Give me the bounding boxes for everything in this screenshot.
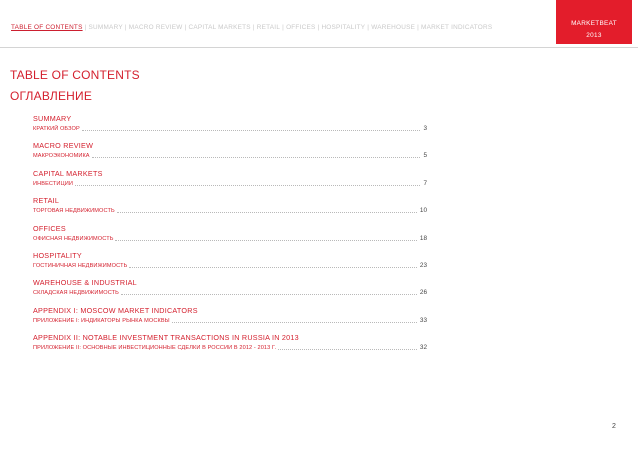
toc-subheading: ОФИСНАЯ НЕДВИЖИМОСТЬ	[33, 235, 114, 242]
toc-subheading: ИНВЕСТИЦИИ	[33, 180, 73, 187]
nav-item-macro-review[interactable]: MACRO REVIEW	[128, 24, 183, 31]
toc-page-number: 18	[419, 234, 427, 242]
nav-item-market-indicators[interactable]: MARKET INDICATORS	[421, 24, 493, 31]
toc-entry-retail[interactable]	[33, 196, 427, 223]
toc-page-number: 7	[423, 179, 427, 187]
top-navigation	[11, 24, 551, 31]
toc-heading: CAPITAL MARKETS	[33, 168, 103, 178]
nav-separator: |	[417, 24, 420, 31]
toc-page-number: 26	[419, 289, 427, 297]
dot-leader	[75, 185, 420, 186]
dot-leader	[82, 130, 421, 131]
dot-leader	[115, 240, 416, 241]
toc-heading: APPENDIX I: MOSCOW MARKET INDICATORS	[33, 305, 198, 315]
toc-heading: SUMMARY	[33, 114, 72, 123]
toc-entry-warehouse-industrial[interactable]	[33, 278, 427, 305]
toc-subheading: ГОСТИНИЧНАЯ НЕДВИЖИМОСТЬ	[33, 262, 128, 269]
toc-page-number: 32	[419, 344, 427, 352]
toc-subheading: ПРИЛОЖЕНИЕ II: ОСНОВНЫЕ ИНВЕСТИЦИОННЫЕ СДЕЛКИ В РОССИИ В 2012 - 2013 Г.	[33, 345, 277, 352]
table-of-contents	[33, 114, 427, 361]
toc-entry-hospitality[interactable]	[33, 251, 427, 278]
nav-item-summary[interactable]: SUMMARY	[88, 24, 123, 31]
nav-item-warehouse[interactable]: WAREHOUSE	[371, 24, 416, 31]
dot-leader	[172, 322, 417, 323]
toc-heading: MACRO REVIEW	[33, 141, 94, 151]
dot-leader	[92, 157, 421, 158]
nav-item-capital-markets[interactable]: CAPITAL MARKETS	[188, 24, 251, 31]
toc-entry-offices[interactable]	[33, 224, 427, 251]
toc-subheading: СКЛАДСКАЯ НЕДВИЖИМОСТЬ	[33, 290, 119, 297]
header-divider	[0, 47, 638, 48]
toc-heading: OFFICES	[33, 223, 66, 233]
toc-heading: APPENDIX II: NOTABLE INVESTMENT TRANSACTIONS IN RUSSIA IN 2013	[33, 333, 299, 343]
toc-page-number: 23	[419, 261, 427, 269]
page-number: 2	[612, 423, 616, 430]
dot-leader	[129, 267, 417, 268]
brand-name: MARKETBEAT	[571, 20, 617, 27]
toc-entry-capital-markets[interactable]	[33, 169, 427, 196]
toc-page-number: 33	[419, 316, 427, 324]
toc-heading: RETAIL	[33, 196, 60, 206]
nav-item-offices[interactable]: OFFICES	[286, 24, 316, 31]
toc-subheading: ТОРГОВАЯ НЕДВИЖИМОСТЬ	[33, 208, 115, 215]
dot-leader	[278, 349, 417, 350]
toc-entry-appendix-1[interactable]	[33, 306, 427, 333]
brand-year: 2013	[586, 32, 602, 39]
toc-heading: WAREHOUSE & INDUSTRIAL	[33, 278, 137, 288]
dot-leader	[117, 212, 417, 213]
toc-page-number: 10	[419, 207, 427, 215]
nav-separator: |	[184, 24, 187, 31]
nav-separator: |	[84, 24, 87, 31]
nav-item-hospitality[interactable]: HOSPITALITY	[321, 24, 366, 31]
toc-heading: HOSPITALITY	[33, 250, 82, 260]
brand-badge	[556, 0, 632, 44]
page-title-russian: ОГЛАВЛЕНИЕ	[10, 89, 93, 103]
nav-item-table-of-contents[interactable]: TABLE OF CONTENTS	[11, 24, 83, 31]
toc-page-number: 5	[423, 152, 427, 160]
toc-subheading: МАКРОЭКОНОМИКА	[33, 153, 90, 160]
dot-leader	[121, 294, 417, 295]
nav-separator: |	[124, 24, 127, 31]
toc-page-number: 3	[423, 125, 427, 132]
nav-separator: |	[317, 24, 320, 31]
toc-entry-macro-review[interactable]	[33, 141, 427, 168]
toc-subheading: ПРИЛОЖЕНИЕ I: ИНДИКАТОРЫ РЫНКА МОСКВЫ	[33, 317, 170, 324]
nav-separator: |	[367, 24, 370, 31]
nav-separator: |	[282, 24, 285, 31]
nav-separator: |	[252, 24, 255, 31]
nav-item-retail[interactable]: RETAIL	[256, 24, 281, 31]
toc-entry-appendix-2[interactable]	[33, 333, 427, 360]
toc-subheading: КРАТКИЙ ОБЗОР	[33, 126, 80, 132]
toc-entry-summary[interactable]	[33, 114, 427, 141]
page-title: TABLE OF CONTENTS	[10, 68, 140, 82]
